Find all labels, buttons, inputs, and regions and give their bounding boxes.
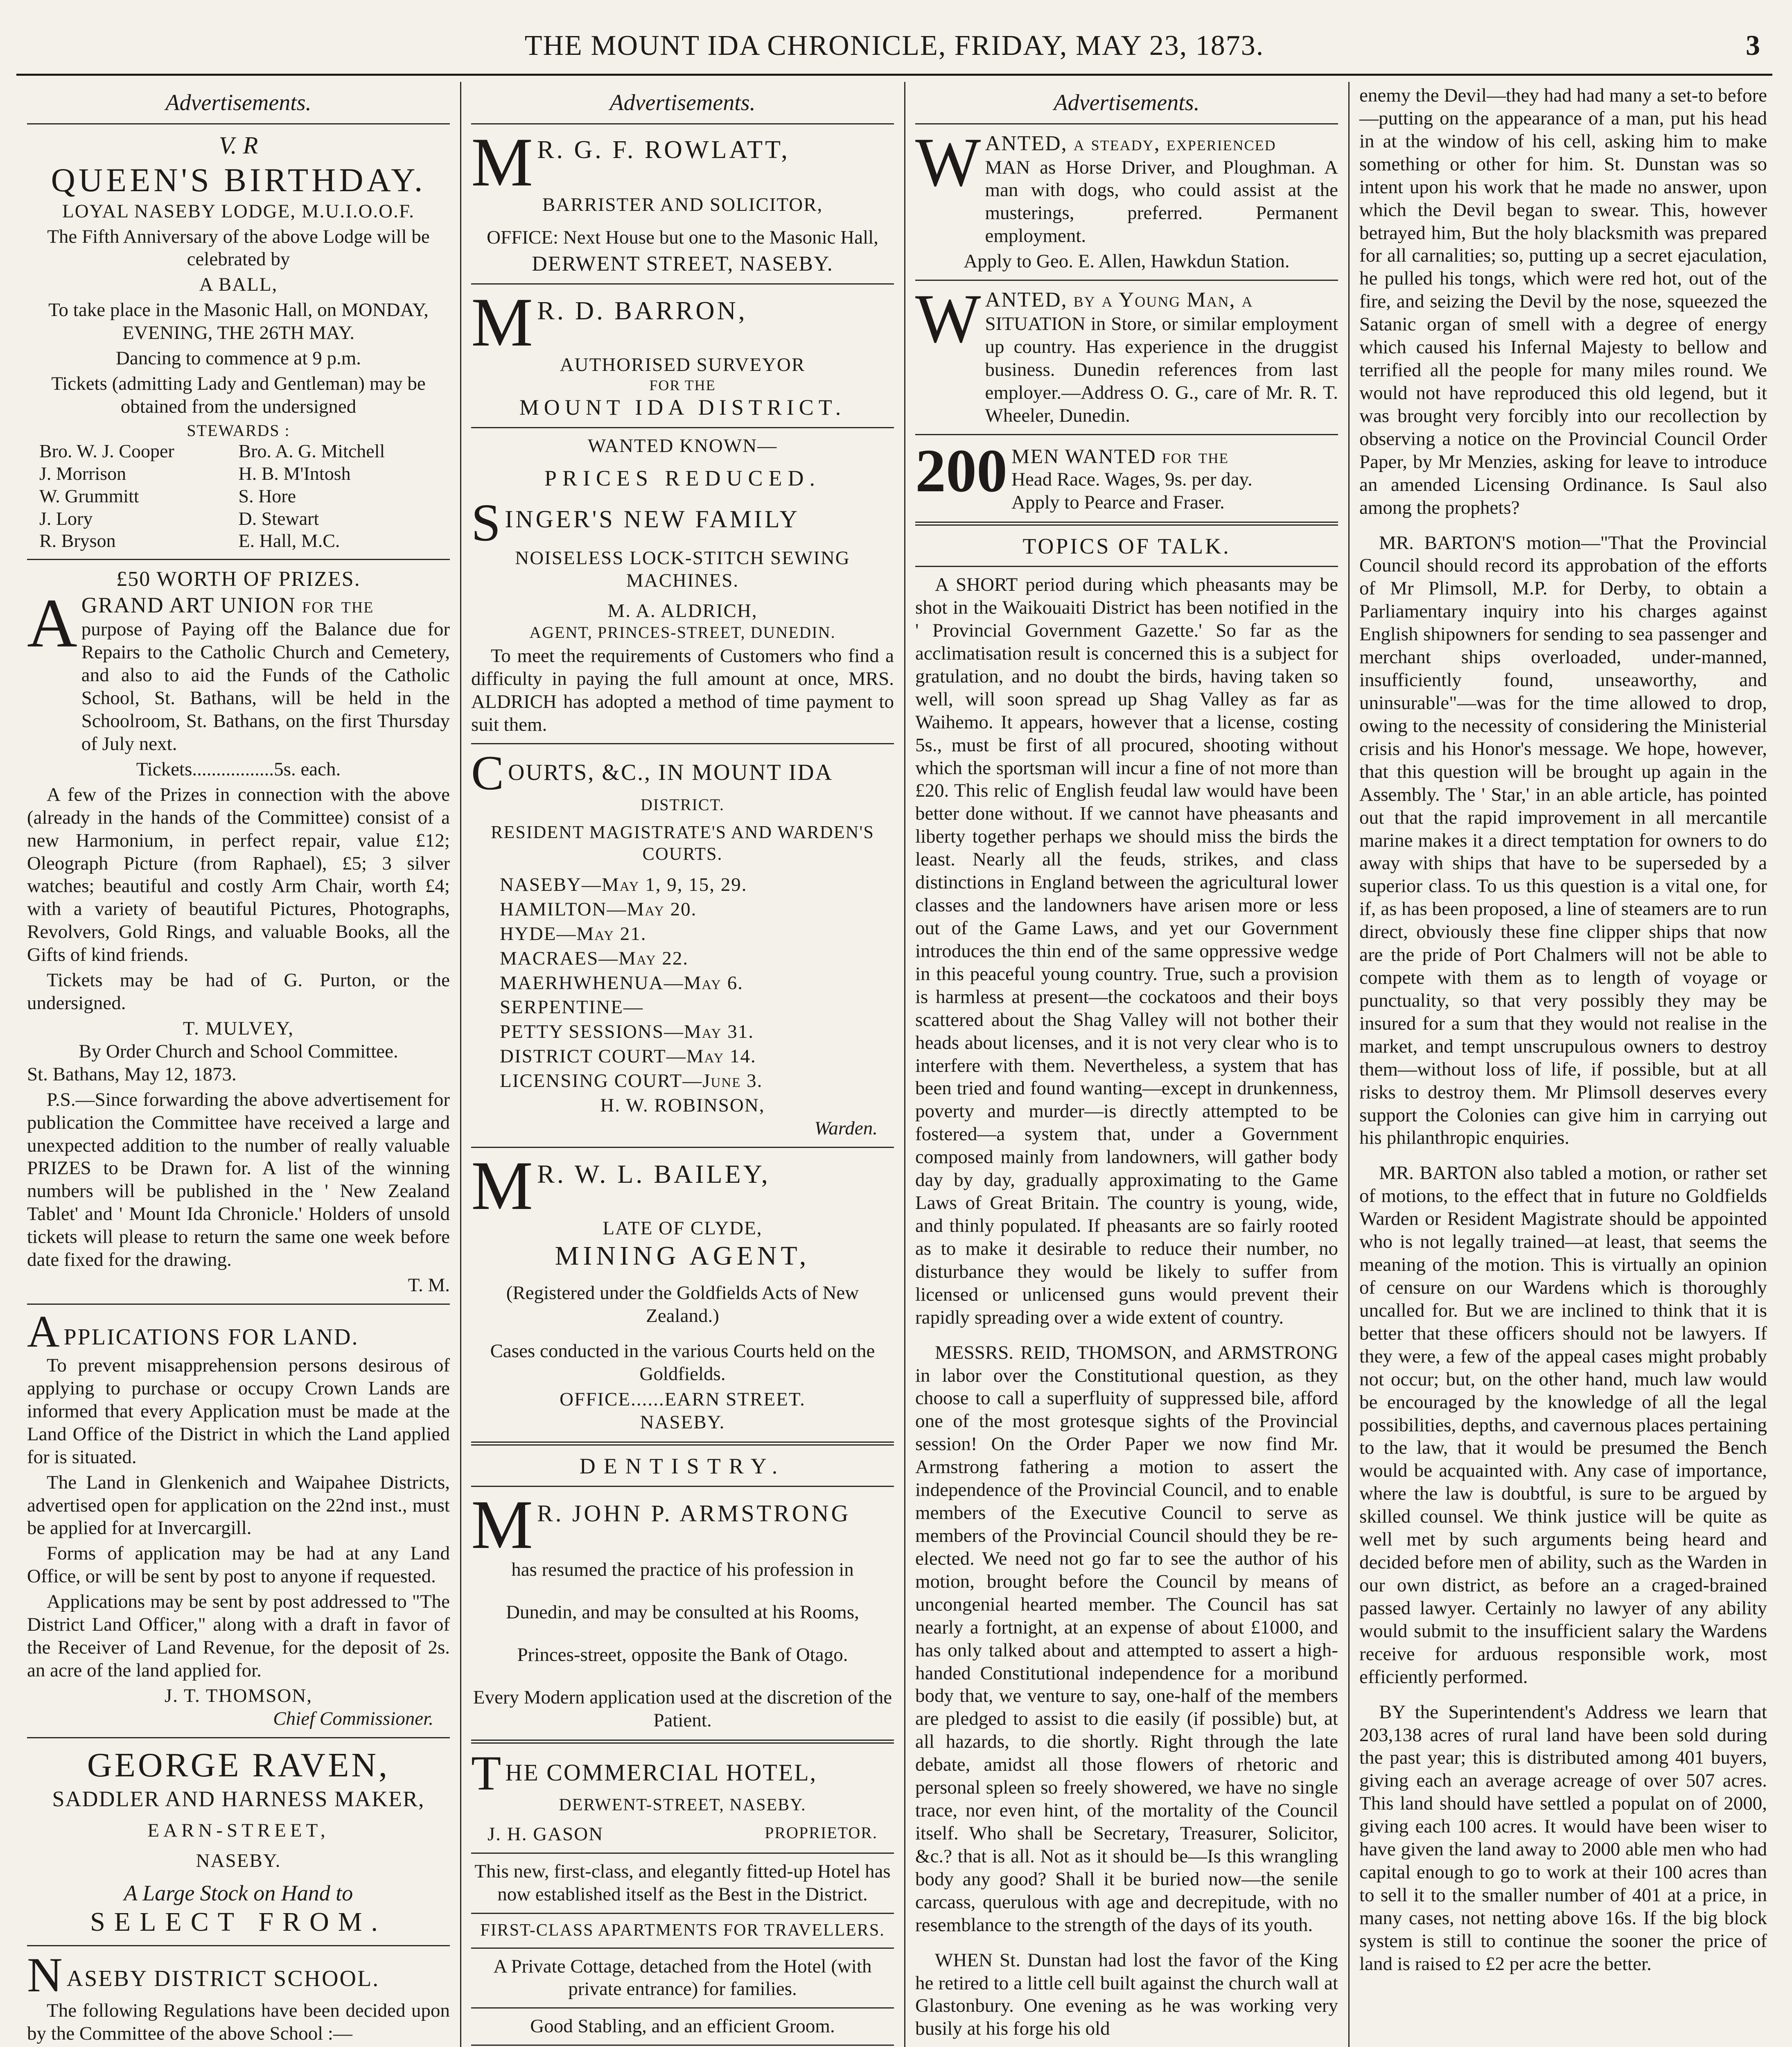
drop-cap: W [915,123,981,201]
art-union-tickets: Tickets.................5s. each. [136,758,341,780]
land-p1: To prevent misapprehension persons desirous of applying to purchase or occupy Crown Lands are informed that every Application must be made at the Land Office of the District in which the Land applied for is situated. [27,1355,450,1468]
school-title: ASEBY DISTRICT SCHOOL. [66,1966,380,1991]
school-intro: The following Regulations have been decided upon by the Committee of the above School :— [27,2000,450,2044]
barron-heading [471,284,894,361]
proprietor-role: PROPRIETOR. [765,1823,878,1842]
bailey-heading [471,1147,894,1225]
vr-mark: V. R [219,131,258,159]
singer-body: To meet the requirements of Customers who find a difficulty in paying the full amount at once, MRS. ALDRICH has adopted a method of time payment to suit them. [471,645,894,735]
rowlatt-office: OFFICE: Next House but one to the Masonic Hall, [487,226,878,248]
courts-sub: RESIDENT MAGISTRATE'S AND WARDEN'S COURTS. [491,822,874,864]
court-date: NASEBY—May 1, 9, 15, 29. [500,874,747,895]
drop-cap: M [471,1147,533,1225]
steward: E. Hall, M.C. [238,530,340,551]
singer-agent: AGENT, PRINCES-STREET, DUNEDIN. [529,623,836,642]
art-union-note: Tickets may be had of G. Purton, or the undersigned. [27,969,450,1014]
bailey-late: LATE OF CLYDE, [603,1218,763,1239]
hotel-proprietor [471,1823,894,1846]
stewards-label: STEWARDS : [187,421,290,440]
men-wanted [915,436,1338,514]
column-heading: Advertisements. [1054,90,1200,115]
art-union-ps-sig: T. M. [408,1274,450,1296]
armstrong-name: R. JOHN P. ARMSTRONG [537,1500,851,1527]
armstrong-p3: Princes-street, opposite the Bank of Otago. [517,1644,848,1666]
land-p3: Forms of application may be had at any Land Office, or will be sent by post to anyone if requested. [27,1543,450,1587]
wanted1-apply: Apply to Geo. E. Allen, Hawkdun Station. [964,251,1290,272]
land-signer: J. T. THOMSON, [165,1685,312,1706]
bailey-town: NASEBY. [640,1412,725,1433]
armstrong-p2: Dunedin, and may be consulted at his Rooms, [506,1602,859,1623]
prizes-heading: £50 WORTH OF PRIZES. [116,567,361,591]
art-union-date: St. Bathans, May 12, 1873. [27,1063,237,1085]
raven-street: EARN-STREET, [147,1819,330,1841]
topic-pheasants: A SHORT period during which pheasants may be shot in the Waikouaiti District has been notified in the ' Provincial Government Gazette.' So far as the acclimatisation result is concerned this is a subject for gratulation, and no doubt the birds, having taken so well, will soon spread up Shag Valley as far as Waihemo. It appears, however that a license, costing 5s., must be first of all procured, shooting without which the sportsman will incur a fine of not more than £20. This relic of English feudal law would have been better done without. If we cannot have pheasants and liberty together perhaps we should miss the birds the least. Nearly all the feuds, strikes, and class distinctions in England between the agricultural lower classes and the landowners have arisen more or less out of the Game Laws, and yet our Government introduces the thin end of the same oppressive wedge in this peaceful young country. True, such a provision is harmless at present—the cockatoos and their boys scattered about the Shag Valley will not bother their heads about licenses, and it is not very clear who is to interfere with them. Nevertheless, a system that has been tried and found wanting—except in drunkenness, poverty and murder—is directly attempted to be fostered—a system that, under a Government composed mainly from landowners, will gather body day by day, gradually approximating to the Game Laws of Great Britain. The country is young, wide, and thinly populated. If pheasants are so fairly rooted as to make it desirable to reduce their number, no disturbance they would be likely to suffer from licensed or unlicensed guns would prevent their rapidly spreading over a wide extent of country. [915,574,1338,1328]
birthday-body-2: To take place in the Masonic Hall, on MONDAY, EVENING, THE 26TH MAY. [48,299,429,344]
steward: R. Bryson [39,530,116,551]
bailey-title: MINING AGENT, [555,1240,810,1271]
dancing-time: Dancing to commence at 9 p.m. [115,348,361,369]
barron-for: FOR THE [649,377,716,394]
masthead-title: THE MOUNT IDA CHRONICLE, FRIDAY, MAY 23, 1873. [524,30,1264,61]
hotel-p2: FIRST-CLASS APARTMENTS FOR TRAVELLERS. [480,1920,885,1940]
hotel-p1: This new, first-class, and elegantly fitted-up Hotel has now established itself as the Best in the District. [474,1860,891,1905]
art-union-body: purpose of Paying off the Balance due for Repairs to the Catholic Church and Cemetery, and also to aid the Funds of the Catholic School, St. Bathans, will be held in the Schoolroom, St. Bathans, on the first Thursday of July next. [81,619,450,755]
wanted1-title: ANTED, a steady, experienced [985,131,1276,155]
raven-town: NASEBY. [196,1850,281,1871]
land-p2: The Land in Glenkenich and Waipahee Districts, advertised open for application on the 22nd inst., must be applied for at Invercargill. [27,1471,450,1539]
hotel-heading [471,1745,894,1800]
steward: J. Morrison [39,463,126,484]
court-date: HAMILTON—May 20. [500,898,697,920]
courts-list [471,874,894,1093]
wanted1-body: MAN as Horse Driver, and Ploughman. A man with dogs, who could assist at the musterings, preferred. Permanent employment. [985,156,1338,247]
bailey-name: R. W. L. BAILEY, [537,1159,770,1189]
topic-council: MESSRS. REID, THOMSON, and ARMSTRONG in labor over the Constitutional question, as they choose to call a superfluity of suppressed bile, afford one of the most grotesque sights of the Provincial session! On the Order Paper we now find Mr. Armstrong fathering a motion to assert the independence of the Provincial Council, and to enable members of the Executive Council to serve as members of the Provincial Council should they be re-elected. We need not go far to see the author of his motion, brought before the Council by means of uncongenial hearted member. The Council has sat nearly a fortnight, at an expense of about £1000, and has only talked about and attempted to assert a high-handed Constitutional independence for a moribund body that, we venture to say, one-half of the members are pledged to assist to die easily (if possible) but, at all hazards, to die shortly. Right through the late debate, amidst all those flowers of rhetoric and personal spleen so freely showered, we have no single trace, nor even hint, of the mortality of the Council itself. Who shall be Secretary, Treasurer, Solicitor, &c.? that is all. Not as it should be—Is this wrangling body any good? Shall it be buried now—the senile carcass, querulous with age and decrepitude, with no resemblance to the strength of the days of its youth. [915,1342,1338,1936]
steward: D. Stewart [238,508,319,529]
men-line1: MEN WANTED for the [1011,444,1229,468]
rowlatt-name: R. G. F. ROWLATT, [537,136,790,164]
drop-cap: A [27,1306,60,1357]
school-heading [27,1947,450,2002]
hotel-p4: Good Stabling, and an efficient Groom. [530,2015,835,2037]
topic-land-sales: BY the Superintendent's Address we learn that 203,138 acres of rural land have been sold during the past year; this is distributed among 401 buyers, giving each an average acreage of over 507 acres. This land should have settled a populat on of 2000, giving each 100 acres. It would have been wiser to have given the land away to 2000 able men who had capital enough to go to work at their 100 acres than to sell it to the smaller number of 401 at a price, in many cases, not netting above 16s. If the big block system is still to continue the sooner the price of land is raised to £2 per acre the better. [1359,1701,1767,1975]
steward: Bro. W. J. Cooper [39,441,174,462]
column-heading: Advertisements. [609,90,756,115]
singer-prices: PRICES REDUCED. [544,466,821,491]
raven-select: SELECT FROM. [90,1907,387,1937]
art-union-prizes: A few of the Prizes in connection with the above (already in the hands of the Committee) consist of a new Harmonium, in perfect repair, value £12; Oleograph Picture (from Raphael), £5; 3 silver watches; beautiful and costly Arm Chair, worth £4; with a variety of beautiful Pictures, Photographs, Revolvers, Gold Rings, and valuable Books, all the Gifts of kind friends. [27,784,450,966]
court-date: PETTY SESSIONS—May 31. [500,1021,754,1043]
armstrong-heading [471,1486,894,1563]
land-heading [27,1306,450,1357]
armstrong-p4: Every Modern application used at the discretion of the Patient. [473,1687,892,1731]
topic-plimsoll: MR. BARTON'S motion—"That the Provincial Council should record its approbation of the efforts of Mr Plimsoll, M.P. for Derby, to obtain a Parliamentary inquiry into his charges against English shipowners for sending to sea passenger and merchant ships overloaded, under-manned, insufficiently found, unseaworthy, and uninsurable"—was for the time allowed to drop, owing to the necessity of considering the Ministerial crisis and his Honor's message. We hope, however, that this question will be brought up again in the Assembly. The ' Star,' in an able article, has pointed out that the rapid improvement in all mercantile marine makes it a direct temptation for owners to do away with ships that have to be superseded by a superior class. To us this question is a vital one, for if, as has been proposed, a line of steamers are to run direct, obviously these fine clipper ships that now are the pride of Port Chalmers will not be able to compete with them as to length of voyage or punctuality, so that very possibly they may be insured for a sum that they would not realise in the market, and tempt unscrupulous owners to destroy them—without loss of life, if possible, but at all risks to destroy them. Mr Plimsoll deserves every support the Colonies can give him in carrying out his philanthropic enquiries. [1359,532,1767,1149]
column-4 [1349,82,1778,2047]
column-1 [16,82,460,2047]
singer-wanted: WANTED KNOWN— [587,435,778,457]
column-2 [460,82,905,2047]
proprietor-name: J. H. GASON [487,1823,604,1845]
rowlatt-title: BARRISTER AND SOLICITOR, [542,194,823,215]
steward: H. B. M'Intosh [238,463,351,484]
birthday-body: The Fifth Anniversary of the above Lodge will be celebrated by [47,226,430,270]
art-union-title: GRAND ART UNION for the [81,593,374,618]
masthead [16,12,1772,76]
men-count: 200 [915,436,1007,505]
armstrong-p1: has resumed the practice of his profession in [511,1559,854,1581]
steward: W. Grummitt [39,485,139,506]
drop-cap: T [471,1745,501,1800]
page-number: 3 [1746,30,1760,61]
drop-cap: M [471,284,533,361]
wanted2-body: SITUATION in Store, or similar employment up country. Has experience in the druggist business. Dunedin references from last employer.—Address O. G., care of Mr. R. T. Wheeler, Dunedin. [985,313,1338,426]
hotel-street: DERWENT-STREET, NASEBY. [559,1795,806,1814]
steward: S. Hore [238,485,296,506]
singer-heading [471,493,894,552]
lodge-name: LOYAL NASEBY LODGE, M.U.I.O.O.F. [62,200,415,222]
wanted1-lead [915,123,1338,248]
hotel-title: HE COMMERCIAL HOTEL, [505,1759,817,1786]
raven-stock: A Large Stock on Hand to [124,1880,353,1905]
wanted2-title: ANTED, by a Young Man, a [985,288,1253,312]
drop-cap: N [27,1947,63,2002]
courts-title: OURTS, &C., IN MOUNT IDA [508,759,833,785]
court-date: LICENSING COURT—June 3. [500,1070,763,1092]
bailey-cases: Cases conducted in the various Courts held on the Goldfields. [490,1340,875,1385]
courts-signer-role: Warden. [814,1118,878,1139]
barron-name: R. D. BARRON, [537,296,747,325]
column-heading: Advertisements. [165,90,311,115]
steward: Bro. A. G. Mitchell [238,441,385,462]
ball: A BALL, [199,274,278,296]
drop-cap: W [915,280,981,357]
courts-heading [471,745,894,800]
barron-title: AUTHORISED SURVEYOR [560,354,806,376]
topic-wardens: MR. BARTON also tabled a motion, or rather set of motions, to the effect that in future no Goldfields Warden or Resident Magistrate should be appointed who is not legally trained—at least, that seems the meaning of the motion. This is virtually an opinion of censure on our Wardens which is thoroughly uncalled for. But we are inclined to think that it is better that these officers should not be lawyers. If they were, a few of the appeal cases might probably not occur; but, on the other hand, much law would be encouraged by the knowledge of all the legal possibilities, depths, and cavernous places pertaining to the law, that it would be presumed the Bench would be acquainted with. Any case of importance, where the law is doubtful, is sure to be argued by skilled counsel. We think justice will be quite as well met by such arguments being heard and decided before men of ability, such as the Warden in our own district, as before an a craged-brained passed lawyer. Certainly no lawyer of any ability would submit to the insufficient salary the Wardens receive for arduous responsible work, most efficiently performed. [1359,1162,1767,1688]
singer-agent-name: M. A. ALDRICH, [607,600,758,622]
court-date: MACRAES—May 22. [500,947,689,969]
men-line2: Head Race. Wages, 9s. per day. [1011,469,1253,490]
topics-heading: TOPICS OF TALK. [1022,533,1231,558]
drop-cap: C [471,745,504,800]
art-union-lead [27,585,450,756]
land-p4: Applications may be sent by post addressed to "The District Land Officer," along with a draft in favor of the Receiver of Land Revenue, for the deposit of 2s. an acre of the land applied for. [27,1591,450,1681]
barron-district: MOUNT IDA DISTRICT. [519,395,846,420]
men-line3: Apply to Pearce and Fraser. [1011,492,1225,513]
courts-district: DISTRICT. [640,795,725,814]
column-3 [905,82,1349,2047]
courts-signer: H. W. ROBINSON, [600,1095,765,1116]
dentistry-heading: DENTISTRY. [579,1454,786,1478]
singer-sub: NOISELESS LOCK-STITCH SEWING MACHINES. [515,547,850,592]
drop-cap: M [471,1486,533,1563]
birthday-title: QUEEN'S BIRTHDAY. [51,161,426,199]
bailey-reg: (Registered under the Goldfields Acts of New Zealand.) [506,1282,859,1327]
topic-dunstan-cont: enemy the Devil—they had had many a set-to before—putting on the appearance of a man, put his head in at the window of his cell, asking him to make something or other for him. St. Dunstan was so intent upon his work that he made no answer, upon which the Devil began to swear. This, however betrayed him, But the holy blacksmith was prepared for all carnalities; so, putting up a secret ejaculation, he pulled his tongs, which were red hot, out of the fire, and seizing the Devil by the nose, squeezed the Satanic organ of smell with a degree of energy which caused his Infernal Majesty to bellow and terrified all the people for many miles round. We would not have reproduced this old legend, but it was brought very forcibly into our recollection by observing a notice on the Provincial Council Order Paper, by Mr Menzies, asking for leave to introduce an amended Licensing Ordinance. Is Saul also among the prophets? [1359,85,1767,518]
tickets-note: Tickets (admitting Lady and Gentleman) may be obtained from the undersigned [51,373,426,417]
art-union-order: By Order Church and School Committee. [79,1040,398,1062]
rowlatt-street: DERWENT STREET, NASEBY. [532,252,833,276]
art-union-signer: T. MULVEY, [183,1017,294,1039]
court-date: HYDE—May 21. [500,923,647,944]
rowlatt-heading [471,123,894,201]
hotel-p3: A Private Cottage, detached from the Hotel (with private entrance) for families. [493,1955,872,2000]
stewards-list [27,440,450,552]
raven-name: GEORGE RAVEN, [87,1746,390,1784]
court-date: SERPENTINE— [500,996,643,1018]
raven-trade: SADDLER AND HARNESS MAKER, [52,1786,425,1811]
art-union-ps: P.S.—Since forwarding the above advertisement for publication the Committee have received a large and unexpected addition to the number of really valuable PRIZES to be Drawn for. A list of the winning numbers will be published in the ' New Zealand Tablet' and ' Mount Ida Chronicle.' Holders of unsold tickets will please to return the same one week before date fixed for the drawing. [27,1089,450,1271]
court-date: MAERHWHENUA—May 6. [500,972,743,994]
drop-cap: M [471,123,533,201]
singer-title: INGER'S NEW FAMILY [505,505,800,533]
court-date: DISTRICT COURT—May 14. [500,1046,756,1067]
steward: J. Lory [39,508,93,529]
wanted2-lead [915,280,1338,427]
land-signer-title: Chief Commissioner. [273,1708,433,1729]
drop-cap: A [27,585,77,662]
bailey-office: OFFICE......EARN STREET. [560,1389,806,1410]
land-title: PPLICATIONS FOR LAND. [63,1324,359,1350]
drop-cap: S [471,493,501,552]
topic-dunstan: WHEN St. Dunstan had lost the favor of the King he retired to a little cell built against the church wall at Glastonbury. One evening as he was working very busily at his forge his old [915,1949,1338,2040]
